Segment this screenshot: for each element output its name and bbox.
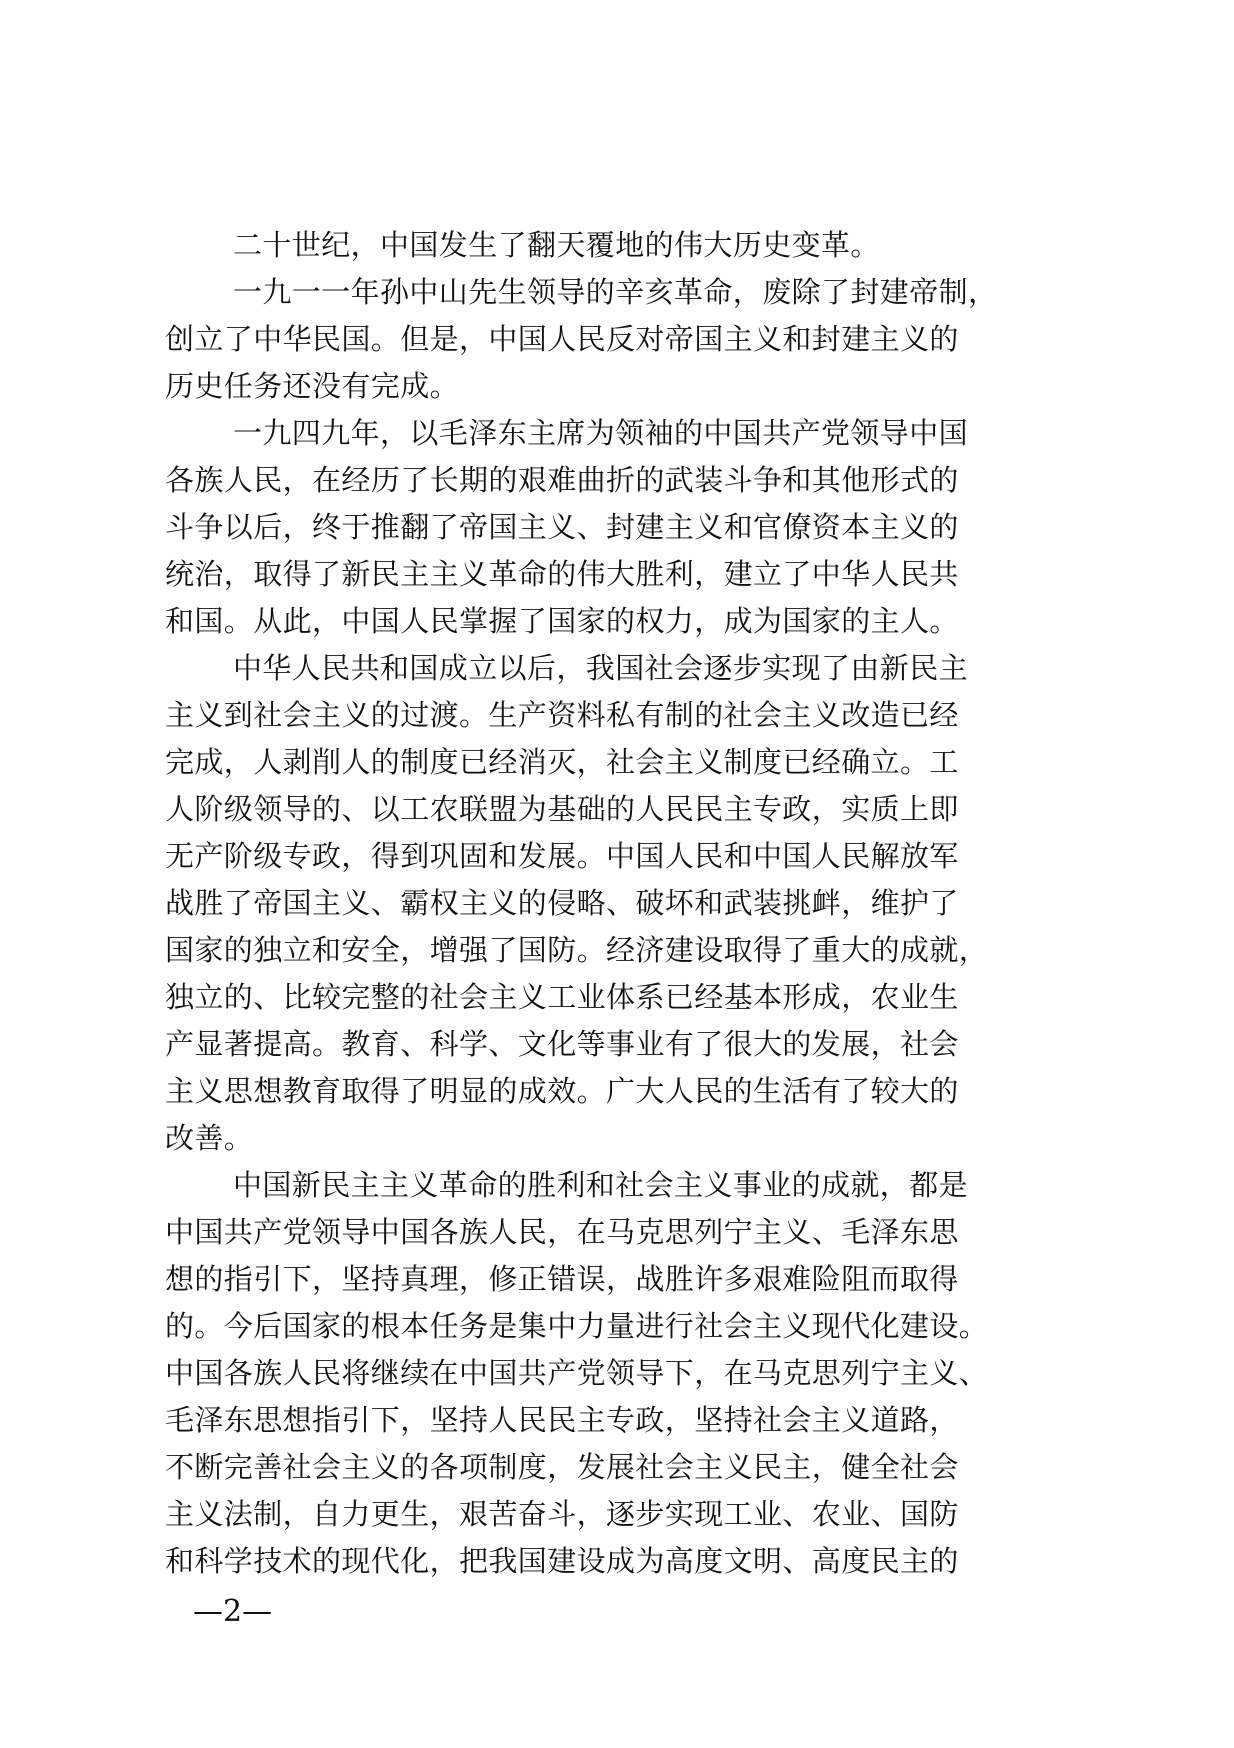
text-line: 主义法制，自力更生，艰苦奋斗，逐步实现工业、农业、国防 <box>165 1497 959 1531</box>
body-text <box>165 222 1085 1585</box>
text-line: 想的指引下，坚持真理，修正错误，战胜许多艰难险阻而取得 <box>165 1262 959 1296</box>
text-line: 中华人民共和国成立以后，我国社会逐步实现了由新民主 <box>233 651 969 685</box>
text-line: 一九四九年，以毛泽东主席为领袖的中国共产党领导中国 <box>233 416 969 450</box>
text-line: 战胜了帝国主义、霸权主义的侵略、破坏和武装挑衅，维护了 <box>165 886 959 920</box>
text-line: 独立的、比较完整的社会主义工业体系已经基本形成，农业生 <box>165 980 959 1014</box>
text-line: 和科学技术的现代化，把我国建设成为高度文明、高度民主的 <box>165 1544 959 1578</box>
page-number: —2— <box>193 1594 273 1629</box>
text-line: 人阶级领导的、以工农联盟为基础的人民民主专政，实质上即 <box>165 792 959 826</box>
text-line: 一九一一年孙中山先生领导的辛亥革命，废除了封建帝制， <box>233 275 998 309</box>
text-line: 不断完善社会主义的各项制度，发展社会主义民主，健全社会 <box>165 1450 959 1484</box>
text-line: 主义到社会主义的过渡。生产资料私有制的社会主义改造已经 <box>165 698 959 732</box>
text-line: 的。今后国家的根本任务是集中力量进行社会主义现代化建设。 <box>165 1309 989 1343</box>
text-line: 产显著提高。教育、科学、文化等事业有了很大的发展，社会 <box>165 1027 959 1061</box>
text-line: 创立了中华民国。但是，中国人民反对帝国主义和封建主义的 <box>165 322 959 356</box>
text-line: 历史任务还没有完成。 <box>165 369 460 403</box>
text-line: 中国共产党领导中国各族人民，在马克思列宁主义、毛泽东思 <box>165 1215 959 1249</box>
text-line: 统治，取得了新民主主义革命的伟大胜利，建立了中华人民共 <box>165 557 959 591</box>
text-line: 和国。从此，中国人民掌握了国家的权力，成为国家的主人。 <box>165 604 959 638</box>
text-line: 主义思想教育取得了明显的成效。广大人民的生活有了较大的 <box>165 1074 959 1108</box>
text-line: 完成，人剥削人的制度已经消灭，社会主义制度已经确立。工 <box>165 745 959 779</box>
text-line: 无产阶级专政，得到巩固和发展。中国人民和中国人民解放军 <box>165 839 959 873</box>
text-line: 中国各族人民将继续在中国共产党领导下，在马克思列宁主义、 <box>165 1356 989 1390</box>
text-line: 各族人民，在经历了长期的艰难曲折的武装斗争和其他形式的 <box>165 463 959 497</box>
text-line: 中国新民主主义革命的胜利和社会主义事业的成就，都是 <box>233 1168 969 1202</box>
text-line: 改善。 <box>165 1121 254 1155</box>
text-line: 斗争以后，终于推翻了帝国主义、封建主义和官僚资本主义的 <box>165 510 959 544</box>
text-line: 二十世纪，中国发生了翻天覆地的伟大历史变革。 <box>233 228 880 262</box>
text-line: 毛泽东思想指引下，坚持人民民主专政，坚持社会主义道路， <box>165 1403 959 1437</box>
text-line: 国家的独立和安全，增强了国防。经济建设取得了重大的成就， <box>165 933 989 967</box>
